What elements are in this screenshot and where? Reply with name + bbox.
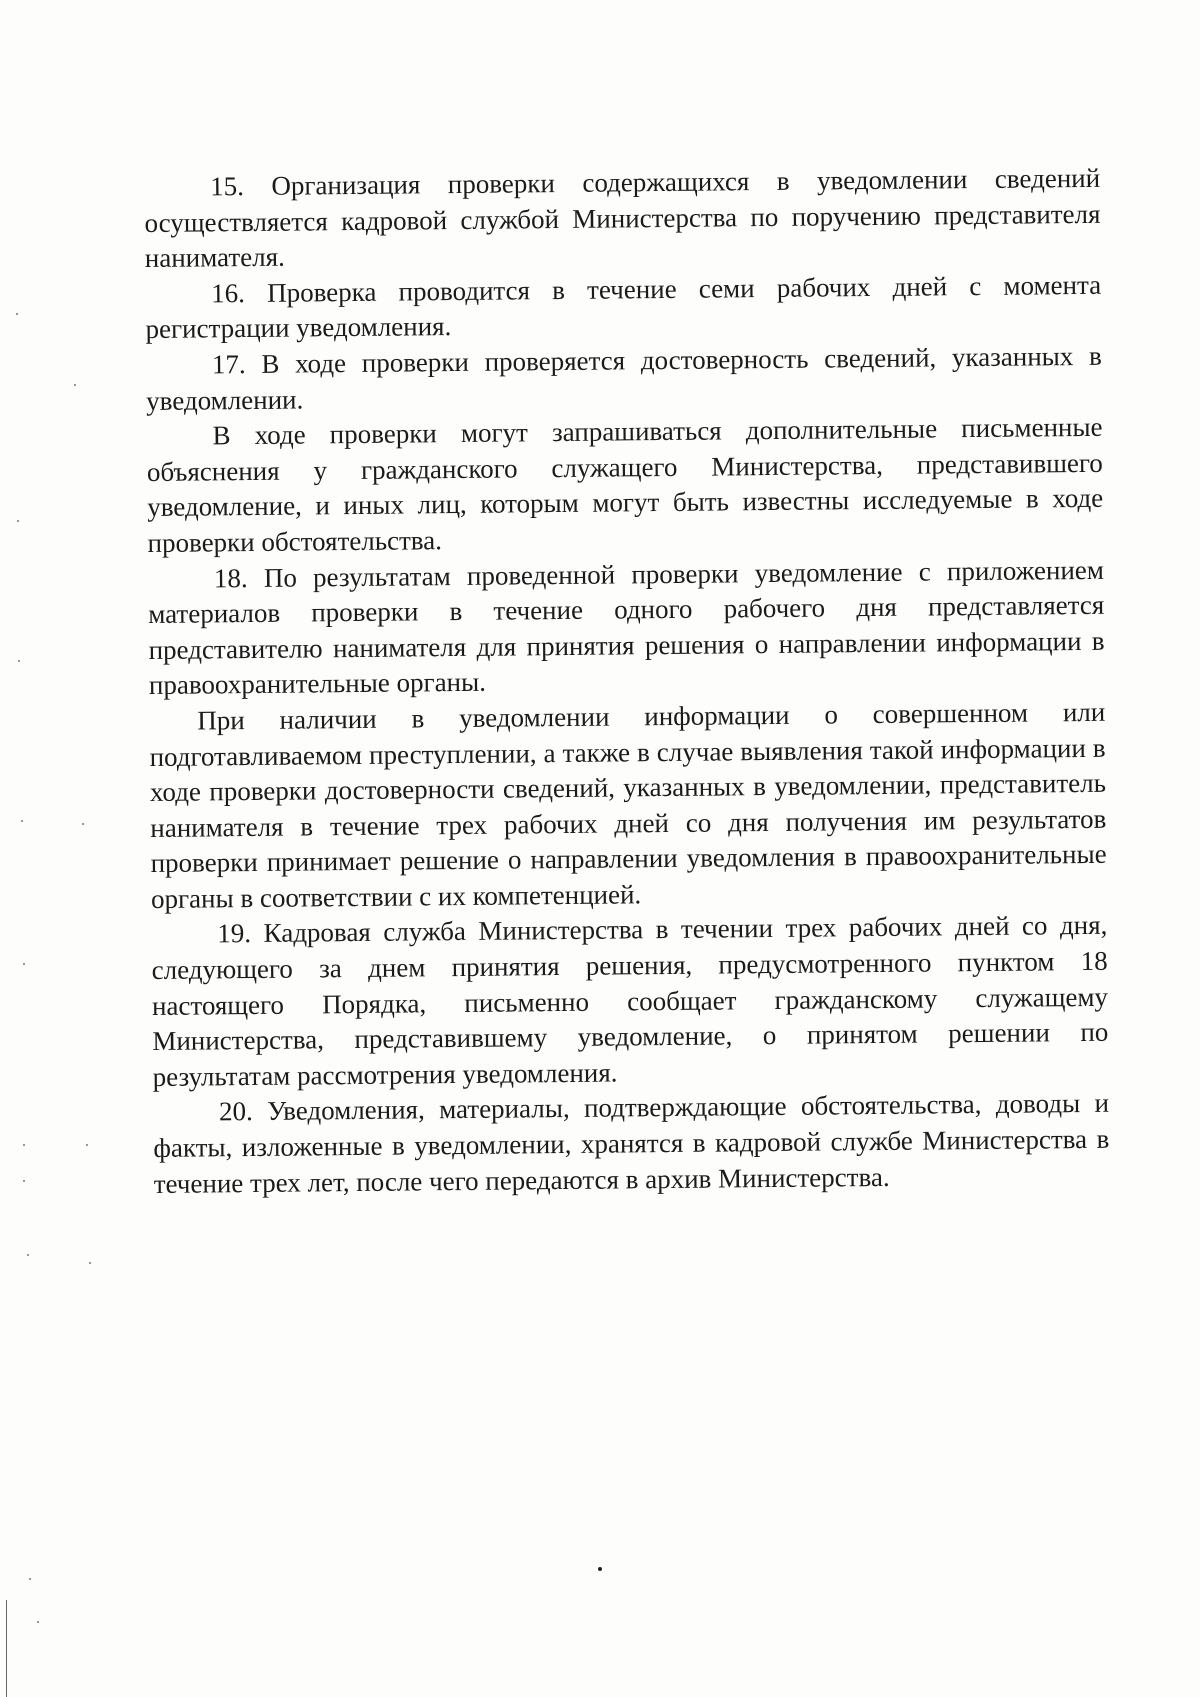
scan-speck bbox=[82, 823, 84, 825]
scan-speck bbox=[21, 820, 23, 822]
scan-edge-line bbox=[6, 1600, 7, 1697]
paragraph-18: 18. По результатам проведенной проверки уведомление с приложением материалов проверки в течение одного рабочего дня представляется представителю нанимателя для принятия решения о направлении информации в правоохранительные органы. bbox=[148, 554, 1105, 701]
paragraph-16: 16. Проверка проводится в течение семи рабочих дней с момента регистрации уведомления. bbox=[145, 269, 1102, 345]
scan-margin-specks bbox=[0, 0, 120, 1697]
scan-speck bbox=[18, 660, 20, 662]
scan-speck bbox=[23, 1180, 25, 1182]
scan-speck bbox=[29, 1578, 31, 1580]
scan-speck bbox=[89, 1262, 91, 1264]
scan-speck bbox=[37, 1621, 39, 1623]
paragraph-15: 15. Организация проверки содержащихся в уведомлении сведений осуществляется кадровой службой Министерства по поручению представителя нанимателя. bbox=[144, 162, 1101, 274]
paragraph-17: 17. В ходе проверки проверяется достоверность сведений, указанных в уведомлении. bbox=[146, 340, 1102, 416]
scan-speck bbox=[86, 1144, 88, 1146]
paragraph-19: 19. Кадровая служба Министерства в течении трех рабочих дней со дня, следующего за днем принятия решения, предусмотренного пунктом 18 настоящего Порядка, письменно сообщает гражданскому служащему Министерства, представившему уведомление, о принятом решении по результатам рассмотрения уведомления. bbox=[151, 910, 1109, 1092]
scan-center-mark bbox=[598, 1567, 602, 1571]
scan-speck bbox=[27, 1254, 29, 1256]
document-body bbox=[144, 161, 1110, 1202]
scan-speck bbox=[74, 384, 76, 386]
paragraph-18-crime-information: При наличии в уведомлении информации о совершенном или подготавливаемом преступлении, а также в случае выявления такой информации в ходе проверки достоверности сведений, указанных в уведомлении, представитель нанимателя в течение трех рабочих дней со дня получения им результатов проверки принимает решение о направлении уведомления в правоохранительные органы в соответствии с их компетенцией. bbox=[149, 696, 1107, 914]
scan-speck bbox=[16, 313, 18, 315]
scan-speck bbox=[23, 1144, 25, 1146]
paragraph-17-explanations: В ходе проверки могут запрашиваться дополнительные письменные объяснения у гражданского служащего Министерства, представившего уведомление, и иных лиц, которым могут быть известны исследуемые в ходе проверки обстоятельства. bbox=[146, 411, 1104, 558]
scan-speck bbox=[17, 520, 19, 522]
paragraph-20: 20. Уведомления, материалы, подтверждающие обстоятельства, доводы и факты, изложенные в уведомлении, хранятся в кадровой службе Министерства в течение трех лет, после чего передаются в архив Министерства. bbox=[153, 1088, 1110, 1199]
scan-speck bbox=[23, 963, 25, 965]
